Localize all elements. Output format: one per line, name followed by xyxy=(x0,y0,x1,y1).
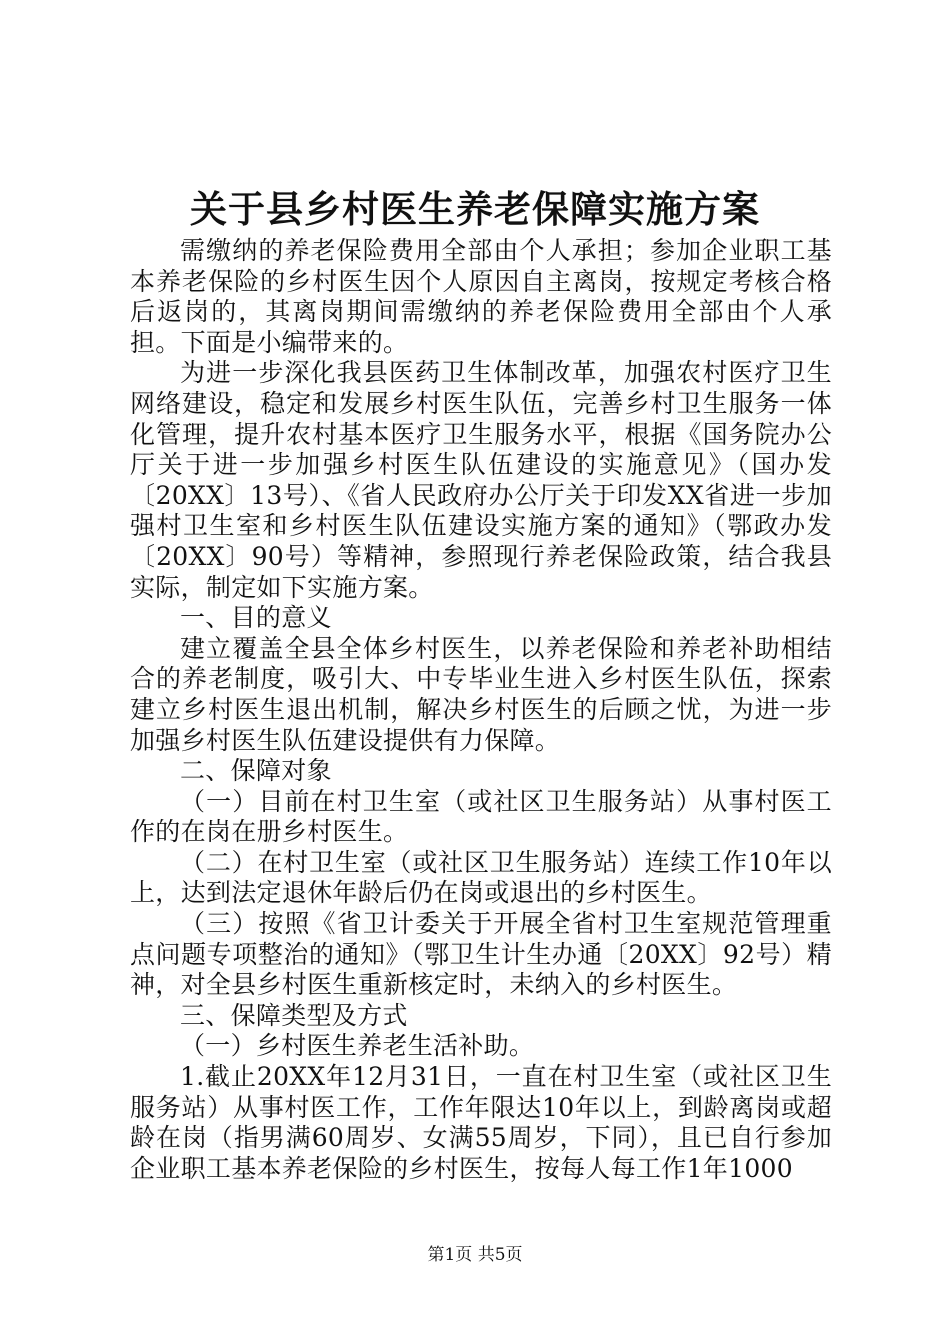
paragraph-coverage-2: （二）在村卫生室（或社区卫生服务站）连续工作10年以上，达到法定退休年龄后仍在岗或退出的乡村医生。 xyxy=(130,847,832,908)
paragraph-purpose-basis: 为进一步深化我县医药卫生体制改革，加强农村医疗卫生网络建设，稳定和发展乡村医生队伍，完善乡村卫生服务一体化管理，提升农村基本医疗卫生服务水平，根据《国务院办公厅关于进一步加强乡村医生队伍建设的实施意见》（国办发〔20XX〕13号）、《省人民政府办公厅关于印发XX省进一步加强村卫生室和乡村医生队伍建设实施方案的通知》（鄂政办发〔20XX〕90号）等精神，参照现行养老保险政策，结合我县实际，制定如下实施方案。 xyxy=(130,358,832,602)
document-body xyxy=(130,236,832,1184)
paragraph-intro: 需缴纳的养老保险费用全部由个人承担；参加企业职工基本养老保险的乡村医生因个人原因自主离岗，按规定考核合格后返岗的，其离岗期间需缴纳的养老保险费用全部由个人承担。下面是小编带来的。 xyxy=(130,236,832,357)
subsection-heading-subsidy: （一）乡村医生养老生活补助。 xyxy=(180,1031,535,1061)
paragraph-coverage-3: （三）按照《省卫计委关于开展全省村卫生室规范管理重点问题专项整治的通知》（鄂卫生计生办通〔20XX〕92号）精神，对全县乡村医生重新核定时，未纳入的乡村医生。 xyxy=(130,909,832,1000)
paragraph-significance: 建立覆盖全县全体乡村医生，以养老保险和养老补助相结合的养老制度，吸引大、中专毕业生进入乡村医生队伍，探索建立乡村医生退出机制，解决乡村医生的后顾之忧，为进一步加强乡村医生队伍建设提供有力保障。 xyxy=(130,633,832,755)
document-title: 关于县乡村医生养老保障实施方案 xyxy=(190,187,760,231)
paragraph-coverage-1: （一）目前在村卫生室（或社区卫生服务站）从事村医工作的在岗在册乡村医生。 xyxy=(130,786,832,847)
section-heading-coverage: 二、保障对象 xyxy=(180,756,332,786)
paragraph-subsidy-1: 1.截止20XX年12月31日，一直在村卫生室（或社区卫生服务站）从事村医工作，工作年限达10年以上，到龄离岗或超龄在岗（指男满60周岁、女满55周岁，下同），且已自行参加企业职工基本养老保险的乡村医生，按每人每工作1年1000 xyxy=(130,1062,832,1183)
section-heading-types: 三、保障类型及方式 xyxy=(180,1000,408,1030)
page-number-footer: 第1页 共5页 xyxy=(427,1245,523,1265)
section-heading-significance: 一、目的意义 xyxy=(180,603,332,633)
